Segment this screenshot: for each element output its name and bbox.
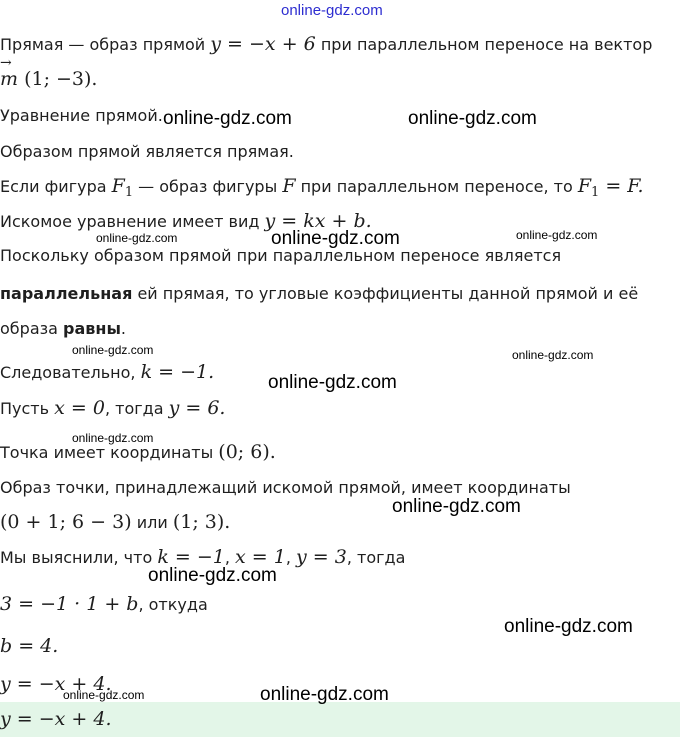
text-line-3: Уравнение прямой. (0, 106, 163, 125)
watermark: online-gdz.com (96, 231, 178, 245)
math-equation: y = −x + 6 (210, 33, 316, 55)
math-F: F (577, 175, 592, 197)
math-coordinates: (0 + 1; 6 − 3) (0, 511, 132, 533)
text: . (120, 319, 127, 338)
text: Точка имеет координаты (0, 443, 219, 462)
math-equation: x = 0 (54, 397, 105, 419)
math-equation: 3 = −1 · 1 + b (0, 593, 139, 615)
text: при параллельном переносе на вектор (315, 35, 653, 54)
watermark: online-gdz.com (72, 431, 154, 445)
math-equation: = F. (599, 175, 644, 197)
math-coordinates: (1; 3). (172, 511, 231, 533)
text-line-4: Образом прямой является прямая. (0, 142, 294, 161)
watermark: online-gdz.com (408, 108, 537, 129)
math-sub: 1 (124, 185, 134, 201)
bold-text: параллельная (0, 284, 133, 303)
math-equation: b = 4. (0, 635, 59, 657)
math-F: F (111, 175, 125, 197)
vector-m: → m (0, 68, 18, 90)
text: Если фигура (0, 177, 112, 196)
math-sub: 1 (591, 185, 600, 201)
math-coordinates: (0; 6). (218, 441, 276, 463)
watermark: online-gdz.com (512, 348, 594, 362)
text: Искомое уравнение имеет вид (0, 212, 265, 231)
watermark: online-gdz.com (516, 228, 598, 242)
text: Пусть (0, 399, 55, 418)
watermark: online-gdz.com (392, 496, 521, 517)
text: Следовательно, (0, 363, 141, 382)
text: Прямая — образ прямой (0, 35, 211, 54)
math-equation: y = 3 (296, 546, 347, 568)
text-line-14 (0, 511, 230, 533)
watermark: online-gdz.com (72, 343, 154, 357)
watermark: online-gdz.com (268, 372, 397, 393)
math-F: F (282, 175, 296, 197)
watermark: online-gdz.com (63, 688, 145, 702)
math-equation: y = kx + b. (264, 210, 372, 232)
bold-text: равны (63, 319, 121, 338)
text-line-5 (0, 175, 644, 200)
math-equation: k = −1 (157, 546, 225, 568)
math-equation: k = −1. (140, 361, 215, 383)
text: ей прямая, то угловые коэффициенты данной прямой и её (132, 284, 639, 303)
text: — образ фигуры (133, 177, 283, 196)
watermark: online-gdz.com (504, 616, 633, 637)
text: Мы выяснили, что (0, 548, 158, 567)
math-equation: y = 6. (168, 397, 226, 419)
text: , тогда (346, 548, 406, 567)
text-line-8 (0, 284, 638, 303)
math-answer: y = −x + 4. (0, 708, 112, 730)
text-line-10 (0, 361, 214, 383)
math-coordinates: (1; −3). (18, 68, 98, 90)
watermark-top-link[interactable]: online-gdz.com (281, 2, 383, 19)
text: или (131, 513, 173, 532)
text-line-11 (0, 397, 225, 419)
text-line-1 (0, 33, 652, 55)
text: , (224, 548, 236, 567)
text: образа (0, 319, 64, 338)
text: , тогда (104, 399, 169, 418)
text-line-17 (0, 635, 58, 657)
watermark: online-gdz.com (260, 684, 389, 705)
math-equation: x = 1 (235, 546, 286, 568)
text-line-9 (0, 319, 126, 338)
math-equation: y = −x + 4. (0, 673, 112, 695)
text-line-7: Поскольку образом прямой при параллельном переносе является (0, 246, 562, 265)
text: , откуда (138, 595, 208, 614)
answer-line (0, 708, 112, 730)
text-line-13: Образ точки, принадлежащий искомой прямой, имеет координаты (0, 478, 571, 497)
text-line-16 (0, 593, 208, 615)
text-line-2 (0, 68, 97, 90)
watermark: online-gdz.com (271, 228, 400, 249)
watermark: online-gdz.com (148, 565, 277, 586)
watermark: online-gdz.com (163, 108, 292, 129)
text: при параллельном переносе, то (295, 177, 578, 196)
text: , (285, 548, 296, 567)
